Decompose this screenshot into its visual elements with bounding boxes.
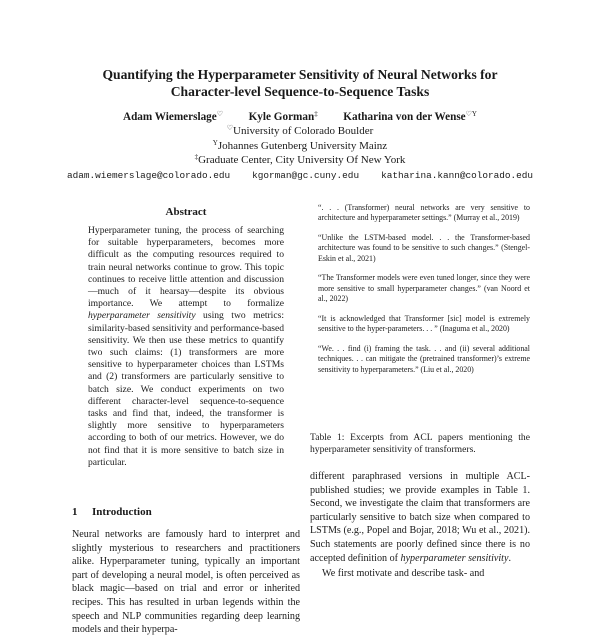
affiliation-name: University of Colorado Boulder xyxy=(233,125,374,137)
body-paragraph xyxy=(310,470,530,565)
author-name: Adam Wiemerslage xyxy=(123,111,217,123)
email-list xyxy=(40,170,560,182)
section-title: Introduction xyxy=(92,506,152,518)
abstract-heading: Abstract xyxy=(165,206,207,218)
affiliation-list xyxy=(60,124,540,168)
author-mark: ♡Υ xyxy=(465,110,477,118)
author-mark: ♡ xyxy=(216,110,224,118)
affiliation xyxy=(60,139,540,154)
affiliation-name: Graduate Center, City University Of New York xyxy=(198,154,406,166)
email[interactable]: kgorman@gc.cuny.edu xyxy=(252,170,360,181)
affiliation-mark: ♡ xyxy=(226,124,234,132)
body-emphasis: hyperparameter sensitivity xyxy=(400,552,509,564)
abstract-body xyxy=(88,225,284,469)
quote-item: “. . . (Transformer) neural networks are very sensitive to architecture and hyperparameter settings.” (Murray et al., 2019) xyxy=(318,203,530,223)
affiliation xyxy=(60,124,540,139)
affiliation xyxy=(60,153,540,168)
abstract-text: using two metrics: similarity-based sensitivity and performance-based sensitivity. We then use these metrics to quantify two such claims: (1) transformers are more sensitive to hyperparameter choices than LSTMs and (2) transformers are particularly sensitive to batch size. We conduct experiments on two different character-level sequence-to-sequence tasks and find that, indeed, the transformer is slightly more sensitive to hyperparameters according to both of our metrics. However, we do not find that it is more sensitive to batch size in particular. xyxy=(88,310,285,468)
table-caption: Table 1: Excerpts from ACL papers mentioning the hyperparameter sensitivity of transformers. xyxy=(310,432,530,456)
email[interactable]: adam.wiemerslage@colorado.edu xyxy=(67,170,231,181)
quote-item: “It is acknowledged that Transformer [sic] model is extremely sensitive to the hyper-parameters. . . ” (Inaguma et al., 2020) xyxy=(318,313,530,334)
paper-title xyxy=(60,66,540,100)
intro-body xyxy=(72,528,300,637)
author-name: Kyle Gorman xyxy=(248,111,315,123)
body-paragraph: We first motivate and describe task- and xyxy=(322,568,485,580)
table-1-quotes xyxy=(318,203,530,384)
body-text: . xyxy=(508,552,511,564)
title-line-1: Quantifying the Hyperparameter Sensitivity of Neural Networks for xyxy=(102,67,498,82)
section-number: 1 xyxy=(72,506,78,518)
abstract-emphasis: hyperparameter sensitivity xyxy=(88,310,196,322)
author-name: Katharina von der Wense xyxy=(343,111,466,123)
quote-item: “The Transformer models were even tuned longer, since they were more sensitive to small hyperparameter changes.” (van Noord et al., 2022) xyxy=(318,273,530,304)
quote-item: “We. . . find (i) framing the task. . . and (ii) several additional techniques. . . can mitigate the (pretrained transformer)’s extreme sensitivity to hyperparameters.” (Liu et al., 2020) xyxy=(318,343,530,374)
affiliation-mark: ‡ xyxy=(194,153,199,161)
email[interactable]: katharina.kann@colorado.edu xyxy=(381,170,533,181)
affiliation-mark: Υ xyxy=(212,138,218,147)
author-list xyxy=(60,110,540,125)
intro-paragraph: Neural networks are famously hard to interpret and slightly mysterious to researchers and practitioners alike. Hyperparameter tuning, typically an important part of developing a neural model, is often perceived as black magic—based on trial and error or inherited recipes. This has resulted in urban legends within the speech and NLP communities regarding deep learning models and their hyperpa- xyxy=(72,529,300,636)
body-text: different paraphrased versions in multiple ACL-published studies; we provide examples in Table 1. Second, we investigate the claim that transformers are particularly sensitive to batch size when compared to LSTMs (e.g., Popel and Bojar, 2018; Wu et al., 2021). Such statements are poorly defined since there is no accepted definition of xyxy=(310,471,530,564)
affiliation-name: Johannes Gutenberg University Mainz xyxy=(217,139,388,152)
section-heading xyxy=(72,506,152,518)
title-line-2: Character-level Sequence-to-Sequence Tasks xyxy=(170,84,430,99)
author-mark: ‡ xyxy=(314,110,318,118)
right-column-body xyxy=(310,470,530,581)
quote-item: “Unlike the LSTM-based model. . . the Transformer-based architecture was found to be sensitive to such changes.” (Stengel-Eskin et al., 2021) xyxy=(318,233,530,263)
abstract-text: Hyperparameter tuning, the process of searching for suitable hyperparameters, becomes more difficult as the computing resources required to train neural networks continue to grow. This topic continues to receive little attention and discussion—much of it hearsay—despite its obvious importance. We attempt to formalize xyxy=(88,225,284,310)
